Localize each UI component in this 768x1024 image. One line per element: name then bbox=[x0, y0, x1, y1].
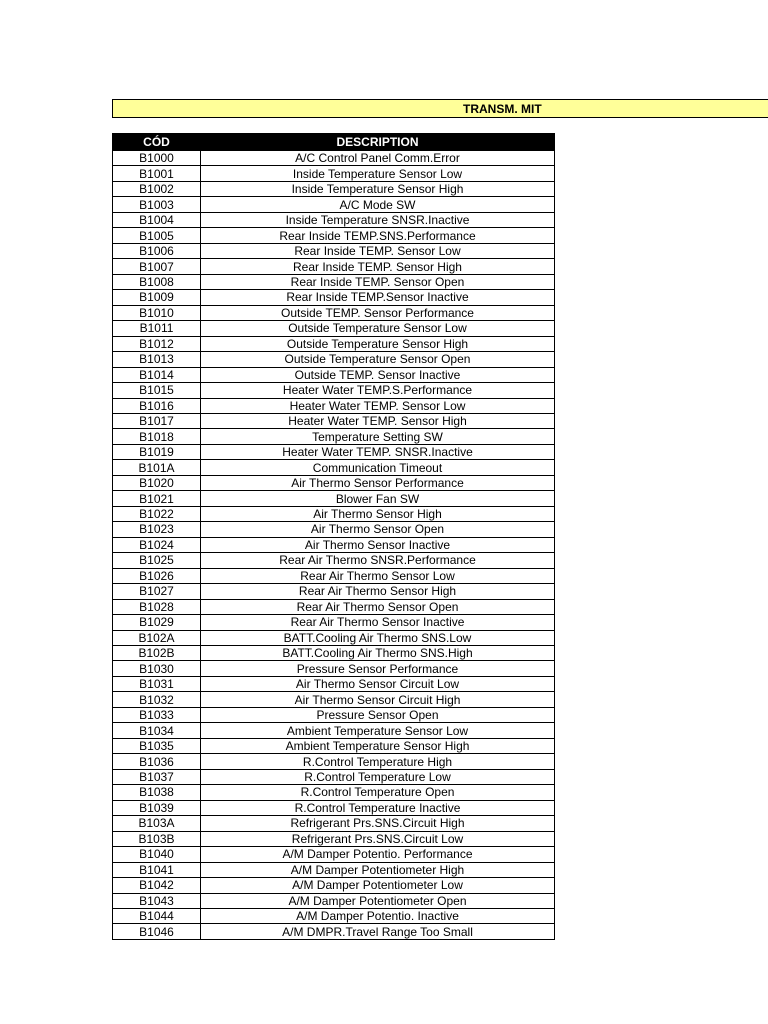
table-body bbox=[113, 151, 555, 940]
table-row bbox=[113, 831, 555, 846]
code-cell: B1022 bbox=[113, 506, 201, 521]
table-row bbox=[113, 908, 555, 923]
table-row bbox=[113, 862, 555, 877]
table-row bbox=[113, 151, 555, 166]
description-cell: Outside TEMP. Sensor Performance bbox=[201, 305, 555, 320]
table-row bbox=[113, 475, 555, 490]
table-row bbox=[113, 197, 555, 212]
description-cell: Rear Air Thermo Sensor Inactive bbox=[201, 615, 555, 630]
code-cell: B102B bbox=[113, 646, 201, 661]
code-cell: B1034 bbox=[113, 723, 201, 738]
code-cell: B1033 bbox=[113, 707, 201, 722]
code-table bbox=[112, 133, 555, 940]
code-cell: B1037 bbox=[113, 769, 201, 784]
table-row bbox=[113, 924, 555, 939]
table-row bbox=[113, 723, 555, 738]
table-row bbox=[113, 816, 555, 831]
code-cell: B1035 bbox=[113, 738, 201, 753]
description-cell: BATT.Cooling Air Thermo SNS.Low bbox=[201, 630, 555, 645]
table-row bbox=[113, 460, 555, 475]
code-cell: B1004 bbox=[113, 212, 201, 227]
description-cell: Rear Air Thermo Sensor Open bbox=[201, 599, 555, 614]
table-row bbox=[113, 181, 555, 196]
code-cell: B1020 bbox=[113, 475, 201, 490]
table-row bbox=[113, 243, 555, 258]
code-cell: B1041 bbox=[113, 862, 201, 877]
code-cell: B1046 bbox=[113, 924, 201, 939]
code-cell: B1009 bbox=[113, 290, 201, 305]
description-cell: A/M Damper Potentiometer Open bbox=[201, 893, 555, 908]
description-cell: Air Thermo Sensor Open bbox=[201, 522, 555, 537]
table-row bbox=[113, 754, 555, 769]
table-row bbox=[113, 367, 555, 382]
code-cell: B1015 bbox=[113, 383, 201, 398]
table-row bbox=[113, 429, 555, 444]
code-cell: B1010 bbox=[113, 305, 201, 320]
table-row bbox=[113, 321, 555, 336]
code-cell: B1023 bbox=[113, 522, 201, 537]
table-row bbox=[113, 707, 555, 722]
table-row bbox=[113, 506, 555, 521]
description-cell: A/M Damper Potentio. Inactive bbox=[201, 908, 555, 923]
table-row bbox=[113, 212, 555, 227]
code-cell: B1030 bbox=[113, 661, 201, 676]
code-cell: B1038 bbox=[113, 785, 201, 800]
code-cell: B103A bbox=[113, 816, 201, 831]
code-cell: B1026 bbox=[113, 568, 201, 583]
code-cell: B103B bbox=[113, 831, 201, 846]
description-cell: Air Thermo Sensor High bbox=[201, 506, 555, 521]
description-cell: Refrigerant Prs.SNS.Circuit Low bbox=[201, 831, 555, 846]
description-cell: A/C Mode SW bbox=[201, 197, 555, 212]
table-row bbox=[113, 274, 555, 289]
table-row bbox=[113, 584, 555, 599]
table-row bbox=[113, 537, 555, 552]
code-cell: B1044 bbox=[113, 908, 201, 923]
code-cell: B1040 bbox=[113, 847, 201, 862]
description-cell: Heater Water TEMP.S.Performance bbox=[201, 383, 555, 398]
code-cell: B1024 bbox=[113, 537, 201, 552]
code-cell: B1014 bbox=[113, 367, 201, 382]
description-cell: Blower Fan SW bbox=[201, 491, 555, 506]
code-cell: B101A bbox=[113, 460, 201, 475]
table-row bbox=[113, 878, 555, 893]
table-row bbox=[113, 290, 555, 305]
code-cell: B1017 bbox=[113, 413, 201, 428]
table-row bbox=[113, 491, 555, 506]
description-cell: Outside Temperature Sensor Open bbox=[201, 352, 555, 367]
code-table-container bbox=[112, 133, 554, 940]
description-cell: Inside Temperature SNSR.Inactive bbox=[201, 212, 555, 227]
description-cell: R.Control Temperature High bbox=[201, 754, 555, 769]
description-cell: Ambient Temperature Sensor Low bbox=[201, 723, 555, 738]
table-row bbox=[113, 615, 555, 630]
code-cell: B1042 bbox=[113, 878, 201, 893]
description-cell: R.Control Temperature Inactive bbox=[201, 800, 555, 815]
description-cell: Heater Water TEMP. Sensor High bbox=[201, 413, 555, 428]
code-cell: B1002 bbox=[113, 181, 201, 196]
table-row bbox=[113, 599, 555, 614]
code-cell: B1000 bbox=[113, 151, 201, 166]
table-row bbox=[113, 800, 555, 815]
table-header-row bbox=[113, 134, 555, 151]
description-cell: Air Thermo Sensor Inactive bbox=[201, 537, 555, 552]
table-row bbox=[113, 785, 555, 800]
code-cell: B1031 bbox=[113, 676, 201, 691]
description-cell: Rear Air Thermo SNSR.Performance bbox=[201, 553, 555, 568]
table-row bbox=[113, 676, 555, 691]
description-cell: A/M Damper Potentiometer High bbox=[201, 862, 555, 877]
description-cell: Outside Temperature Sensor Low bbox=[201, 321, 555, 336]
code-cell: B1043 bbox=[113, 893, 201, 908]
table-row bbox=[113, 847, 555, 862]
page-title: TRANSM. MIT bbox=[463, 102, 542, 116]
code-cell: B1027 bbox=[113, 584, 201, 599]
description-cell: Rear Inside TEMP. Sensor Low bbox=[201, 243, 555, 258]
description-cell: A/C Control Panel Comm.Error bbox=[201, 151, 555, 166]
code-cell: B1008 bbox=[113, 274, 201, 289]
description-cell: Air Thermo Sensor Circuit High bbox=[201, 692, 555, 707]
code-cell: B1039 bbox=[113, 800, 201, 815]
code-cell: B1016 bbox=[113, 398, 201, 413]
table-row bbox=[113, 305, 555, 320]
table-row bbox=[113, 568, 555, 583]
table-row bbox=[113, 553, 555, 568]
description-cell: Air Thermo Sensor Circuit Low bbox=[201, 676, 555, 691]
description-cell: Rear Inside TEMP. Sensor High bbox=[201, 259, 555, 274]
description-cell: Rear Inside TEMP. Sensor Open bbox=[201, 274, 555, 289]
description-cell: Air Thermo Sensor Performance bbox=[201, 475, 555, 490]
description-cell: R.Control Temperature Open bbox=[201, 785, 555, 800]
description-cell: BATT.Cooling Air Thermo SNS.High bbox=[201, 646, 555, 661]
header-description: DESCRIPTION bbox=[201, 134, 555, 151]
description-cell: Heater Water TEMP. Sensor Low bbox=[201, 398, 555, 413]
title-bar bbox=[112, 99, 768, 118]
description-cell: Inside Temperature Sensor Low bbox=[201, 166, 555, 181]
code-cell: B1011 bbox=[113, 321, 201, 336]
table-row bbox=[113, 352, 555, 367]
code-cell: B1006 bbox=[113, 243, 201, 258]
table-row bbox=[113, 166, 555, 181]
table-row bbox=[113, 738, 555, 753]
description-cell: A/M Damper Potentio. Performance bbox=[201, 847, 555, 862]
table-row bbox=[113, 413, 555, 428]
code-cell: B1032 bbox=[113, 692, 201, 707]
code-cell: B1005 bbox=[113, 228, 201, 243]
description-cell: Pressure Sensor Open bbox=[201, 707, 555, 722]
table-row bbox=[113, 646, 555, 661]
code-cell: B1025 bbox=[113, 553, 201, 568]
description-cell: Outside Temperature Sensor High bbox=[201, 336, 555, 351]
table-row bbox=[113, 630, 555, 645]
header-code: CÓD bbox=[113, 134, 201, 151]
code-cell: B102A bbox=[113, 630, 201, 645]
table-row bbox=[113, 769, 555, 784]
description-cell: A/M DMPR.Travel Range Too Small bbox=[201, 924, 555, 939]
description-cell: Rear Inside TEMP.Sensor Inactive bbox=[201, 290, 555, 305]
description-cell: Ambient Temperature Sensor High bbox=[201, 738, 555, 753]
table-row bbox=[113, 259, 555, 274]
code-cell: B1018 bbox=[113, 429, 201, 444]
code-cell: B1012 bbox=[113, 336, 201, 351]
table-row bbox=[113, 228, 555, 243]
description-cell: A/M Damper Potentiometer Low bbox=[201, 878, 555, 893]
table-row bbox=[113, 444, 555, 459]
description-cell: Temperature Setting SW bbox=[201, 429, 555, 444]
description-cell: Rear Air Thermo Sensor Low bbox=[201, 568, 555, 583]
description-cell: Outside TEMP. Sensor Inactive bbox=[201, 367, 555, 382]
table-row bbox=[113, 522, 555, 537]
table-row bbox=[113, 893, 555, 908]
description-cell: R.Control Temperature Low bbox=[201, 769, 555, 784]
code-cell: B1028 bbox=[113, 599, 201, 614]
description-cell: Communication Timeout bbox=[201, 460, 555, 475]
table-row bbox=[113, 383, 555, 398]
code-cell: B1036 bbox=[113, 754, 201, 769]
code-cell: B1021 bbox=[113, 491, 201, 506]
description-cell: Refrigerant Prs.SNS.Circuit High bbox=[201, 816, 555, 831]
code-cell: B1019 bbox=[113, 444, 201, 459]
description-cell: Rear Air Thermo Sensor High bbox=[201, 584, 555, 599]
description-cell: Heater Water TEMP. SNSR.Inactive bbox=[201, 444, 555, 459]
code-cell: B1007 bbox=[113, 259, 201, 274]
table-row bbox=[113, 661, 555, 676]
code-cell: B1003 bbox=[113, 197, 201, 212]
table-row bbox=[113, 336, 555, 351]
description-cell: Inside Temperature Sensor High bbox=[201, 181, 555, 196]
table-row bbox=[113, 692, 555, 707]
description-cell: Rear Inside TEMP.SNS.Performance bbox=[201, 228, 555, 243]
code-cell: B1001 bbox=[113, 166, 201, 181]
table-row bbox=[113, 398, 555, 413]
code-cell: B1029 bbox=[113, 615, 201, 630]
code-cell: B1013 bbox=[113, 352, 201, 367]
description-cell: Pressure Sensor Performance bbox=[201, 661, 555, 676]
